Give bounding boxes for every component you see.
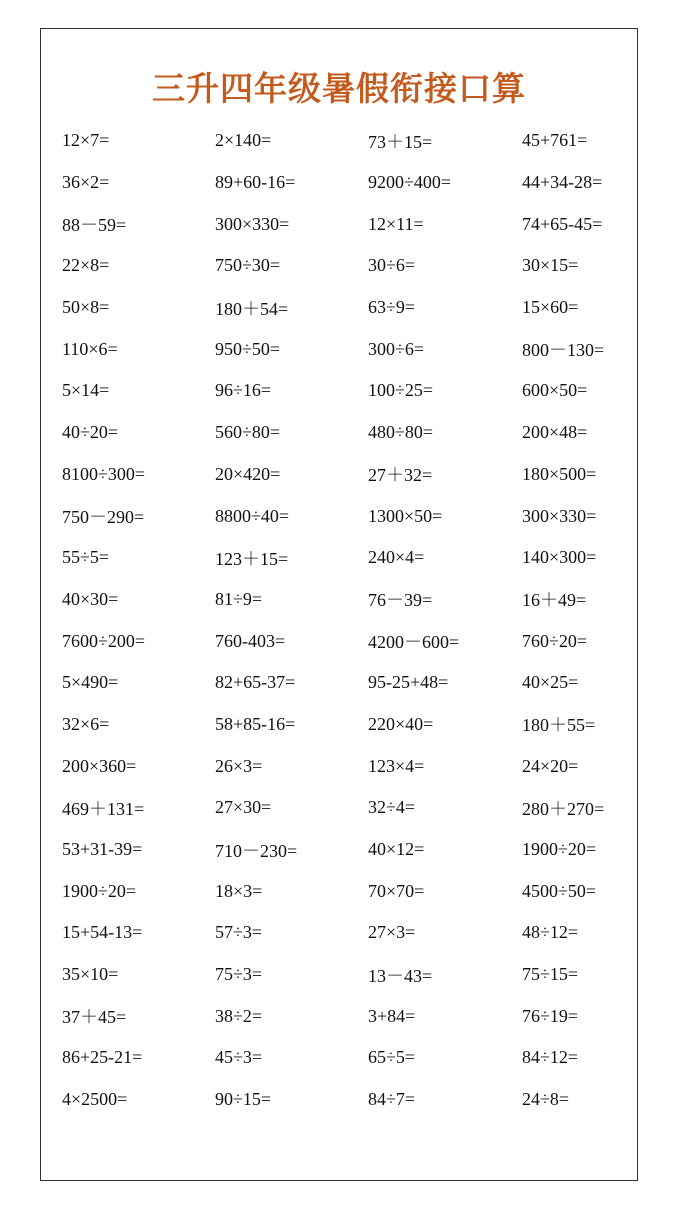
- problem-row: [62, 203, 632, 245]
- arithmetic-problem: 110×6=: [62, 338, 118, 359]
- worksheet: [40, 28, 638, 1181]
- arithmetic-problem: 200×48=: [522, 422, 588, 443]
- arithmetic-problem: 12×11=: [368, 213, 424, 234]
- problem-row: [62, 1037, 632, 1079]
- arithmetic-problem: 55÷5=: [62, 547, 110, 568]
- arithmetic-problem: 45+761=: [522, 130, 588, 151]
- arithmetic-problem: 1900÷20=: [522, 839, 597, 860]
- arithmetic-problem: 300×330=: [522, 505, 597, 526]
- problem-row: [62, 787, 632, 829]
- arithmetic-problem: 44+34-28=: [522, 172, 603, 193]
- arithmetic-problem: 95-25+48=: [368, 672, 449, 693]
- arithmetic-problem: 4500÷50=: [522, 880, 597, 901]
- arithmetic-problem: 800－130=: [522, 340, 605, 361]
- arithmetic-problem: 40÷20=: [62, 422, 119, 443]
- problem-row: [62, 537, 632, 579]
- problem-row: [62, 412, 632, 454]
- arithmetic-problem: 710－230=: [215, 840, 298, 861]
- arithmetic-problem: 84÷12=: [522, 1047, 579, 1068]
- problem-row: [62, 245, 632, 287]
- arithmetic-problem: 1900÷20=: [62, 880, 137, 901]
- arithmetic-problem: 27×3=: [368, 922, 416, 943]
- arithmetic-problem: 75÷3=: [215, 964, 263, 985]
- arithmetic-problem: 240×4=: [368, 547, 425, 568]
- arithmetic-problem: 7600÷200=: [62, 630, 146, 651]
- arithmetic-problem: 4200－600=: [368, 632, 460, 653]
- arithmetic-problem: 12×7=: [62, 130, 110, 151]
- arithmetic-problem: 40×25=: [522, 672, 579, 693]
- arithmetic-problem: 74+65-45=: [522, 213, 603, 234]
- arithmetic-problem: 27＋32=: [368, 465, 433, 486]
- arithmetic-problem: 63÷9=: [368, 297, 416, 318]
- arithmetic-problem: 123×4=: [368, 755, 425, 776]
- arithmetic-problem: 96÷16=: [215, 380, 272, 401]
- arithmetic-problem: 8100÷300=: [62, 463, 146, 484]
- arithmetic-problem: 200×360=: [62, 755, 137, 776]
- arithmetic-problem: 3+84=: [368, 1005, 416, 1026]
- arithmetic-problem: 32÷4=: [368, 797, 416, 818]
- arithmetic-problem: 100÷25=: [368, 380, 434, 401]
- problem-row: [62, 704, 632, 746]
- arithmetic-problem: 35×10=: [62, 964, 119, 985]
- arithmetic-problem: 22×8=: [62, 255, 110, 276]
- arithmetic-problem: 1300×50=: [368, 505, 443, 526]
- arithmetic-problem: 220×40=: [368, 713, 434, 734]
- arithmetic-problem: 24×20=: [522, 755, 579, 776]
- arithmetic-problem: 15+54-13=: [62, 922, 143, 943]
- arithmetic-problem: 2×140=: [215, 130, 272, 151]
- arithmetic-problem: 20×420=: [215, 463, 281, 484]
- problem-row: [62, 912, 632, 954]
- problem-row: [62, 120, 632, 162]
- problem-row: [62, 495, 632, 537]
- arithmetic-problem: 180＋54=: [215, 298, 289, 319]
- problem-row: [62, 287, 632, 329]
- arithmetic-problem: 16＋49=: [522, 590, 587, 611]
- problem-row: [62, 745, 632, 787]
- arithmetic-problem: 37＋45=: [62, 1007, 127, 1028]
- arithmetic-problem: 45÷3=: [215, 1047, 263, 1068]
- arithmetic-problem: 38÷2=: [215, 1005, 263, 1026]
- arithmetic-problem: 48÷12=: [522, 922, 579, 943]
- arithmetic-problem: 76÷19=: [522, 1005, 579, 1026]
- arithmetic-problem: 24÷8=: [522, 1089, 570, 1110]
- problem-row: [62, 829, 632, 871]
- arithmetic-problem: 760-403=: [215, 630, 286, 651]
- arithmetic-problem: 560÷80=: [215, 422, 281, 443]
- arithmetic-problem: 5×14=: [62, 380, 110, 401]
- arithmetic-problem: 65÷5=: [368, 1047, 416, 1068]
- arithmetic-problem: 53+31-39=: [62, 839, 143, 860]
- arithmetic-problem: 30×15=: [522, 255, 579, 276]
- arithmetic-problem: 26×3=: [215, 755, 263, 776]
- arithmetic-problem: 90÷15=: [215, 1089, 272, 1110]
- arithmetic-problem: 76－39=: [368, 590, 433, 611]
- arithmetic-problem: 180×500=: [522, 463, 597, 484]
- arithmetic-problem: 89+60-16=: [215, 172, 296, 193]
- arithmetic-problem: 84÷7=: [368, 1089, 416, 1110]
- arithmetic-problem: 8800÷40=: [215, 505, 290, 526]
- arithmetic-problem: 760÷20=: [522, 630, 588, 651]
- arithmetic-problem: 81÷9=: [215, 588, 263, 609]
- arithmetic-problem: 480÷80=: [368, 422, 434, 443]
- arithmetic-problem: 180＋55=: [522, 715, 596, 736]
- arithmetic-problem: 750－290=: [62, 507, 145, 528]
- arithmetic-problem: 70×70=: [368, 880, 425, 901]
- worksheet-title: 三升四年级暑假衔接口算: [152, 69, 526, 108]
- arithmetic-problem: 86+25-21=: [62, 1047, 143, 1068]
- problem-row: [62, 954, 632, 996]
- arithmetic-problem: 300÷6=: [368, 338, 425, 359]
- arithmetic-problem: 9200÷400=: [368, 172, 452, 193]
- problem-row: [62, 995, 632, 1037]
- arithmetic-problem: 469＋131=: [62, 798, 145, 819]
- arithmetic-problem: 40×12=: [368, 839, 425, 860]
- arithmetic-problem: 75÷15=: [522, 964, 579, 985]
- problem-row: [62, 1079, 632, 1121]
- arithmetic-problem: 50×8=: [62, 297, 110, 318]
- arithmetic-problem: 140×300=: [522, 547, 597, 568]
- arithmetic-problem: 27×30=: [215, 797, 272, 818]
- arithmetic-problem: 5×490=: [62, 672, 119, 693]
- arithmetic-problem: 4×2500=: [62, 1089, 128, 1110]
- problem-row: [62, 454, 632, 496]
- problem-row: [62, 870, 632, 912]
- arithmetic-problem: 300×330=: [215, 213, 290, 234]
- arithmetic-problem: 58+85-16=: [215, 713, 296, 734]
- arithmetic-problem: 15×60=: [522, 297, 579, 318]
- arithmetic-problem: 950÷50=: [215, 338, 281, 359]
- arithmetic-problem: 88－59=: [62, 215, 127, 236]
- arithmetic-problem: 30÷6=: [368, 255, 416, 276]
- arithmetic-problem: 82+65-37=: [215, 672, 296, 693]
- arithmetic-problem: 36×2=: [62, 172, 110, 193]
- arithmetic-problem: 32×6=: [62, 713, 110, 734]
- problem-row: [62, 162, 632, 204]
- arithmetic-problem: 57÷3=: [215, 922, 263, 943]
- arithmetic-problem: 73＋15=: [368, 131, 433, 152]
- problem-grid: [62, 120, 632, 1121]
- arithmetic-problem: 13－43=: [368, 965, 433, 986]
- arithmetic-problem: 280＋270=: [522, 798, 605, 819]
- problem-row: [62, 662, 632, 704]
- problem-row: [62, 579, 632, 621]
- arithmetic-problem: 600×50=: [522, 380, 588, 401]
- problem-row: [62, 620, 632, 662]
- arithmetic-problem: 123＋15=: [215, 548, 289, 569]
- arithmetic-problem: 40×30=: [62, 588, 119, 609]
- problem-row: [62, 370, 632, 412]
- arithmetic-problem: 750÷30=: [215, 255, 281, 276]
- problem-row: [62, 328, 632, 370]
- arithmetic-problem: 18×3=: [215, 880, 263, 901]
